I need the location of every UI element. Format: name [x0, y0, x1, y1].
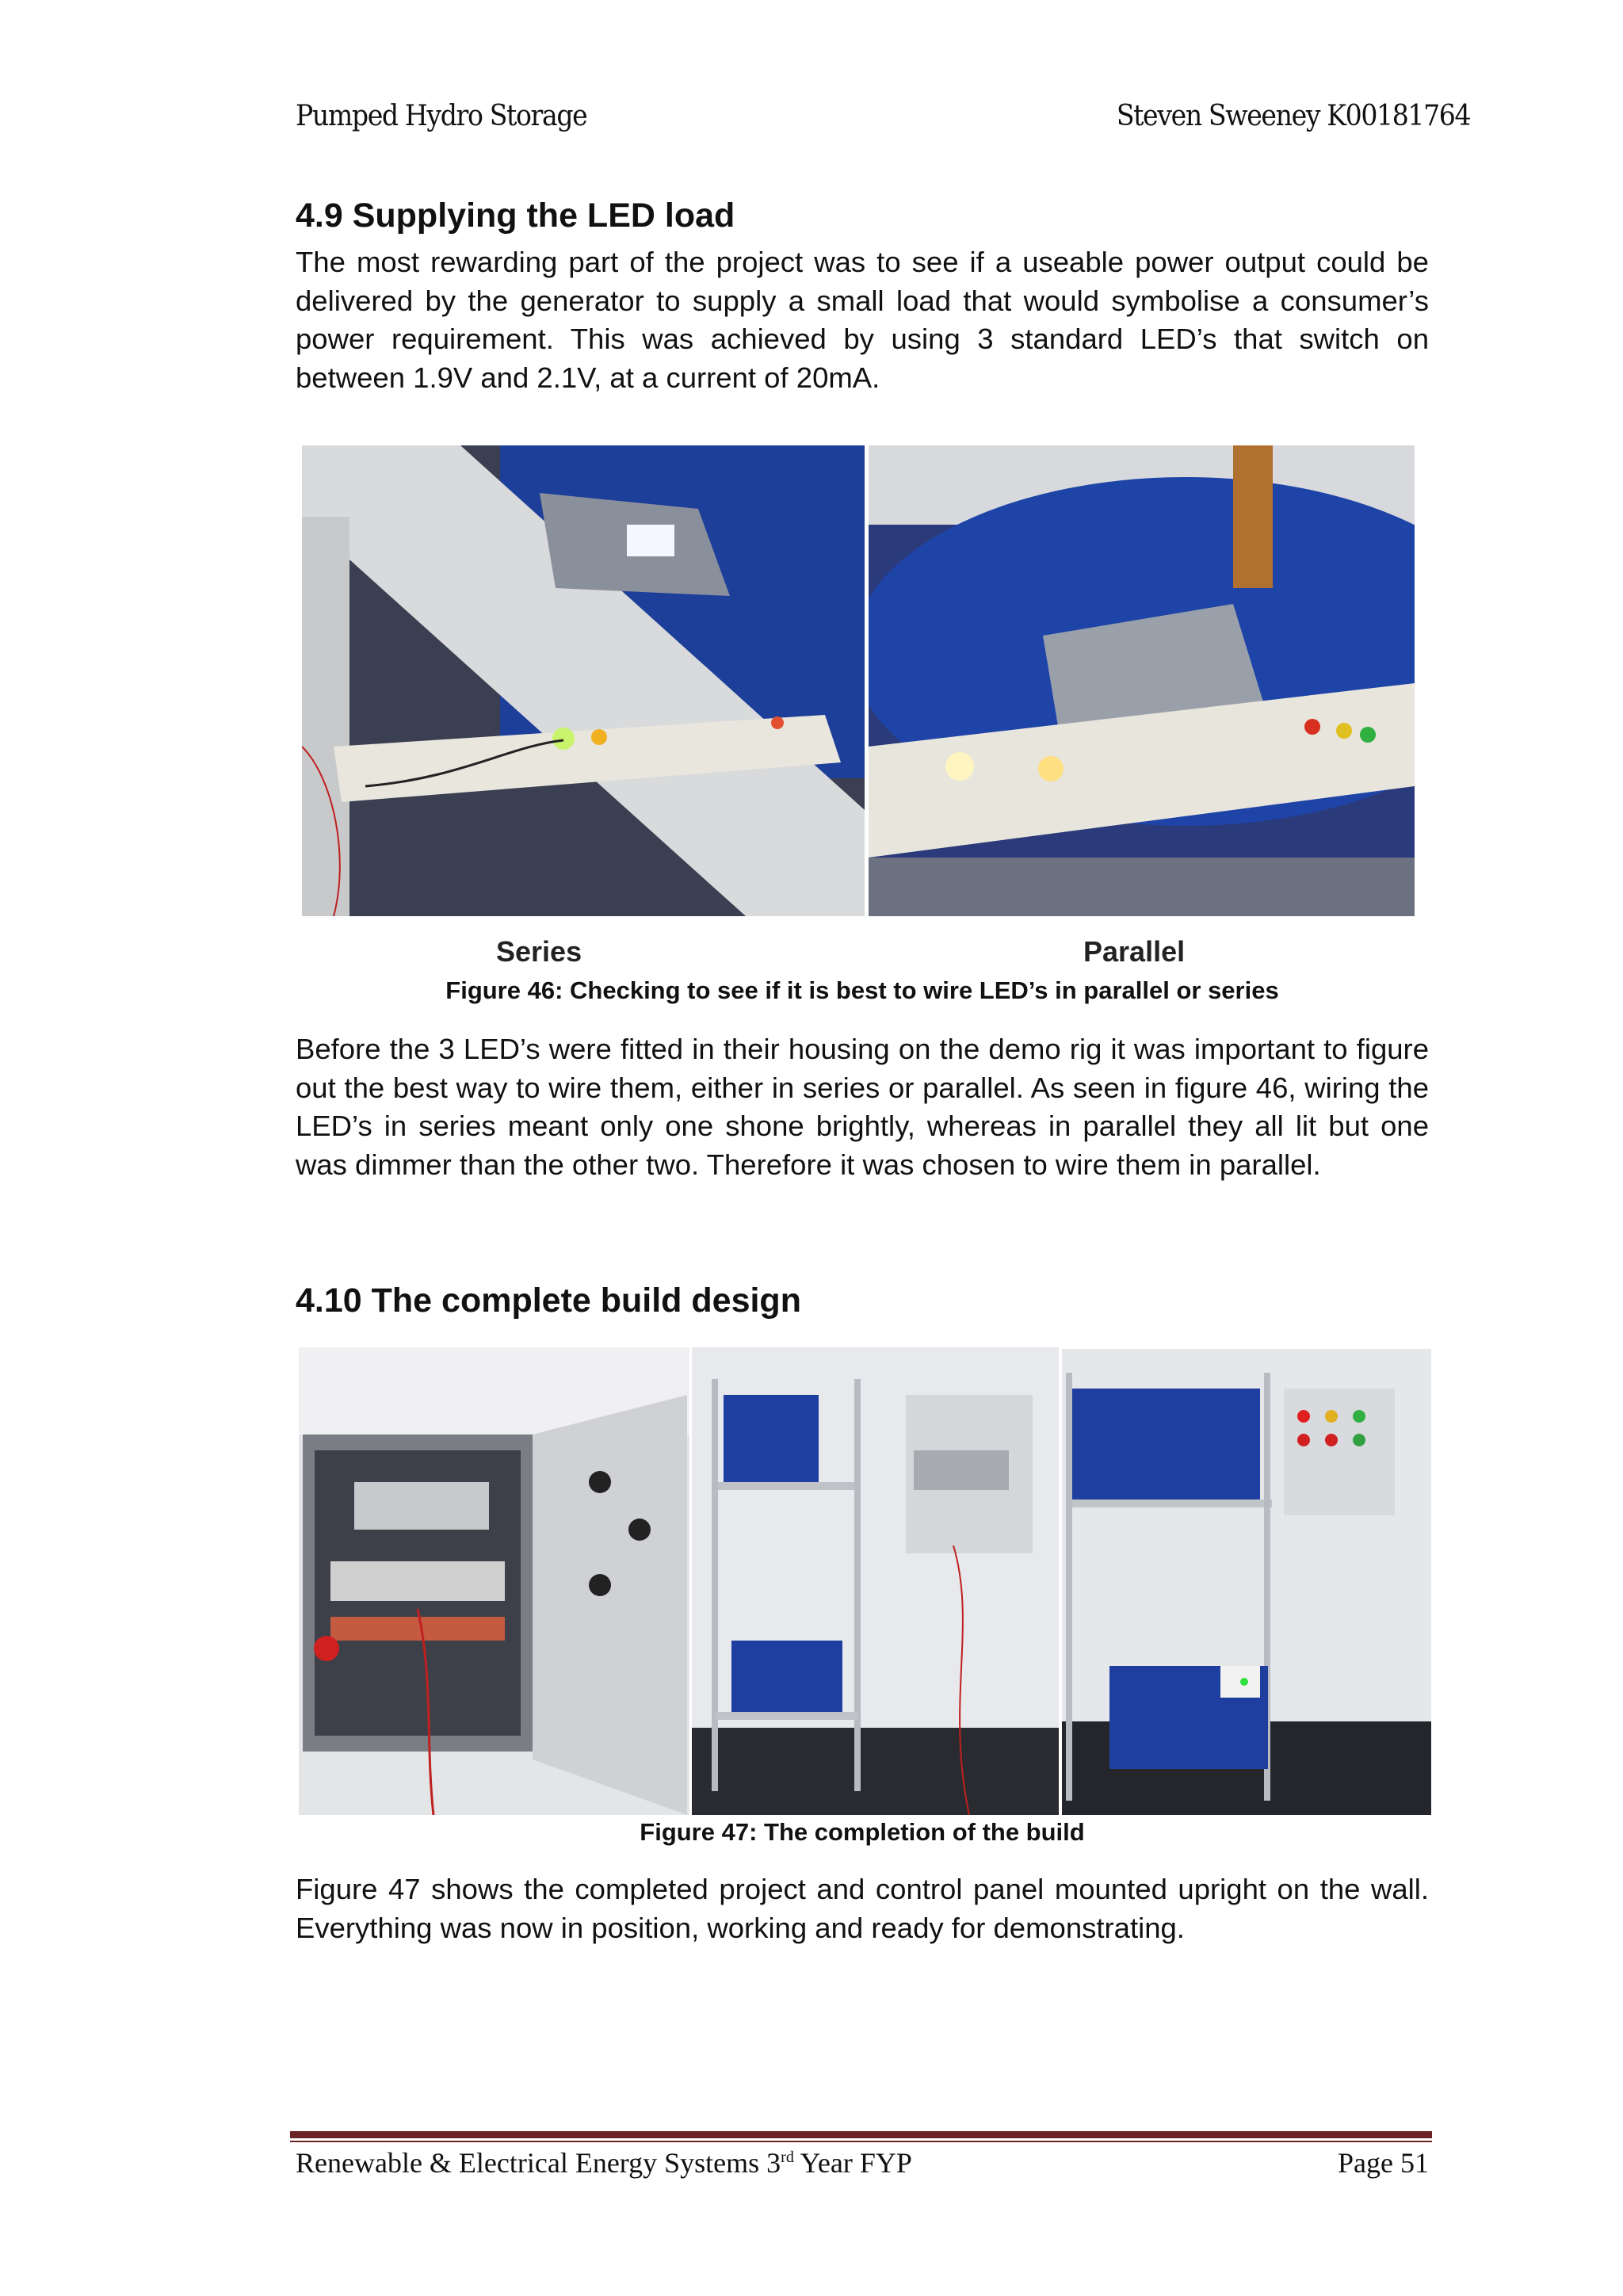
footer-course-tail: Year FYP	[793, 2147, 912, 2179]
footer-course-main: Renewable & Electrical Energy Systems 3	[296, 2147, 781, 2179]
footer-course-sup: rd	[781, 2149, 794, 2166]
photo-parallel-leds	[869, 445, 1415, 916]
section-heading-4-10: 4.10 The complete build design	[296, 1282, 801, 1320]
footer-rule-thick	[290, 2131, 1432, 2138]
paragraph-wiring: Before the 3 LED’s were fitted in their housing on the demo rig it was important to figure out the best way to wire them, either in series or parallel. As seen in figure 46, wiring the LED’s in series meant only one shone brightly, whereas in parallel they all lit but one was dimmer than the other two. Therefore it was chosen to wire them in parallel.	[296, 1033, 1429, 1181]
figure-46-caption: Figure 46: Checking to see if it is best to wire LED’s in parallel or series	[445, 976, 1279, 1004]
figure-46-label-series: Series	[496, 935, 582, 968]
footer-rule-thin	[290, 2141, 1432, 2142]
photo-rig-front	[692, 1347, 1059, 1815]
paragraph-intro: The most rewarding part of the project was to see if a useable power output could be delivered by the generator to supply a small load that would symbolise a consumer’s power requirement. This was achieved by using 3 standard LED’s that switch on between 1.9V and 2.1V, at a current of 20mA.	[296, 246, 1429, 394]
photo-rig-with-panel	[1062, 1349, 1431, 1815]
photo-series-leds	[302, 445, 865, 916]
photo-control-cabinet	[299, 1347, 689, 1815]
header-author: Steven Sweeney K00181764	[1116, 100, 1470, 132]
paragraph-completion: Figure 47 shows the completed project and control panel mounted upright on the wall. Everything was now in position, working and ready for demonstrating.	[296, 1873, 1429, 1944]
footer-course	[296, 2146, 912, 2179]
section-heading-4-9: 4.9 Supplying the LED load	[296, 197, 735, 235]
figure-46-label-parallel: Parallel	[1083, 935, 1186, 968]
figure-47-caption: Figure 47: The completion of the build	[640, 1818, 1085, 1846]
header-title: Pumped Hydro Storage	[296, 100, 587, 132]
footer-page-number: Page 51	[1338, 2147, 1429, 2179]
